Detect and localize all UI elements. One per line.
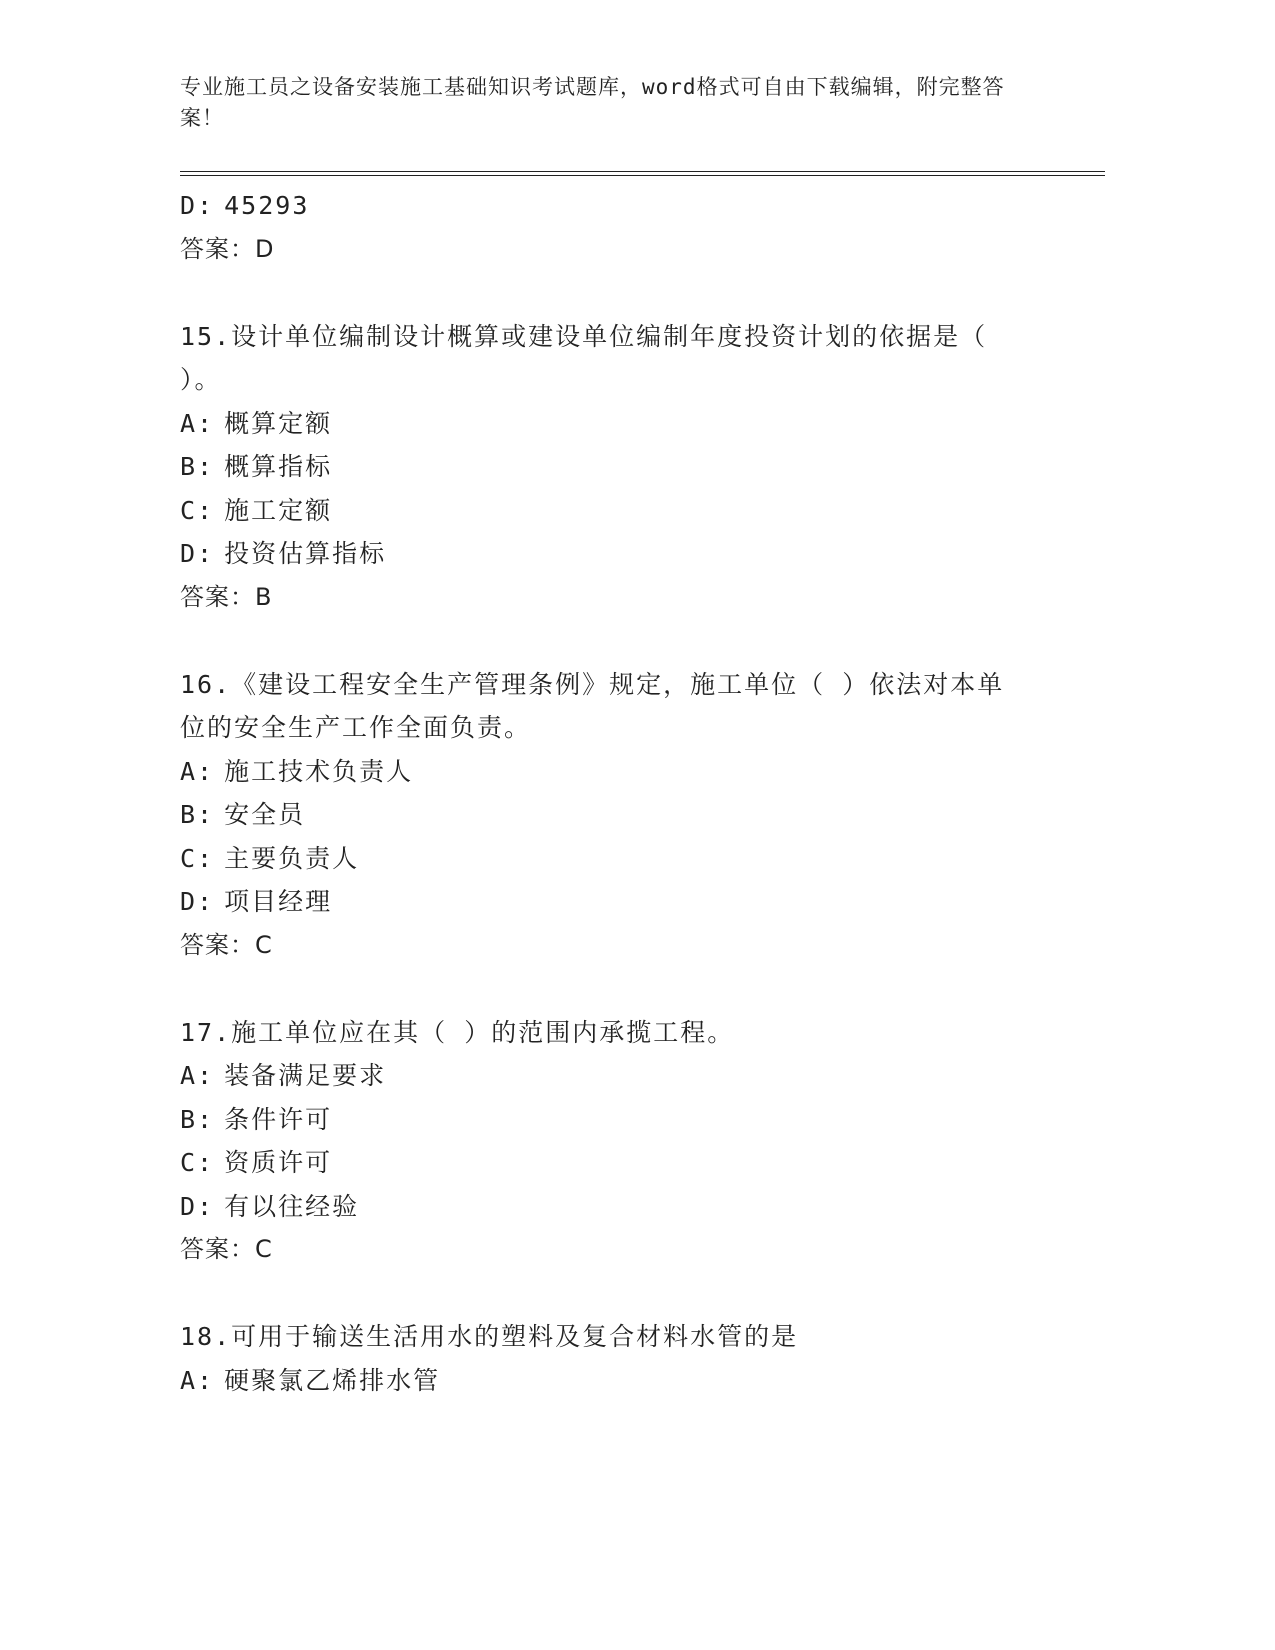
option-text: 施工技术负责人 — [224, 756, 414, 786]
option-letter: D: — [180, 539, 215, 568]
spacer — [180, 1272, 1040, 1316]
option-letter: C: — [180, 843, 215, 873]
option-letter: C: — [180, 1148, 215, 1177]
option-letter: D: — [180, 1191, 215, 1221]
option-letter: A: — [180, 1365, 215, 1395]
header-rule-bottom — [180, 175, 1105, 176]
option-a — [180, 402, 1040, 446]
option-letter: A: — [180, 1061, 215, 1090]
option-letter: B: — [180, 1104, 215, 1134]
option-text: 概算定额 — [224, 408, 333, 438]
option-text: 硬聚氯乙烯排水管 — [224, 1365, 441, 1395]
answer-line: 答案：D — [180, 234, 275, 263]
option-text: 投资估算指标 — [224, 539, 387, 568]
option-d — [180, 184, 1040, 228]
option-a — [180, 750, 1040, 794]
option-c — [180, 489, 1040, 533]
answer-line: 答案：C — [180, 930, 273, 959]
question-text: 17.施工单位应在其（ ）的范围内承揽工程。 — [180, 1017, 735, 1047]
option-letter: D: — [180, 191, 215, 220]
option-b — [180, 1098, 1040, 1142]
option-text: 有以往经验 — [224, 1191, 360, 1221]
option-text: 施工定额 — [224, 495, 333, 525]
header-rule-top — [180, 171, 1105, 172]
spacer — [180, 271, 1040, 315]
option-d — [180, 880, 1040, 924]
option-letter: A: — [180, 756, 215, 786]
question-text: 16.《建设工程安全生产管理条例》规定，施工单位（ ）依法对本单位的安全生产工作全面负责。 — [180, 669, 1005, 742]
question-text: 15.设计单位编制设计概算或建设单位编制年度投资计划的依据是（ ）。 — [180, 321, 988, 394]
option-c — [180, 1141, 1040, 1185]
option-text: 项目经理 — [224, 887, 333, 916]
option-letter: D: — [180, 887, 215, 916]
option-b — [180, 445, 1040, 489]
spacer — [180, 619, 1040, 663]
option-text: 装备满足要求 — [224, 1061, 387, 1090]
document-header: 专业施工员之设备安装施工基础知识考试题库，word格式可自由下载编辑，附完整答案！ — [180, 75, 1005, 130]
option-a — [180, 1359, 1040, 1403]
answer-line: 答案：C — [180, 1235, 273, 1263]
option-text: 概算指标 — [224, 452, 333, 481]
option-c — [180, 837, 1040, 881]
option-b — [180, 793, 1040, 837]
option-d — [180, 532, 1040, 576]
option-letter: B: — [180, 452, 215, 481]
option-d — [180, 1185, 1040, 1229]
option-text: 条件许可 — [224, 1104, 333, 1134]
option-letter: A: — [180, 408, 215, 438]
question-text: 18.可用于输送生活用水的塑料及复合材料水管的是 — [180, 1322, 799, 1351]
option-text: 安全员 — [224, 800, 306, 829]
question-list — [180, 184, 1040, 1402]
spacer — [180, 967, 1040, 1011]
answer-line: 答案：B — [180, 582, 273, 611]
option-text: 资质许可 — [224, 1148, 333, 1177]
option-a — [180, 1054, 1040, 1098]
option-text: 主要负责人 — [224, 843, 360, 873]
option-text: 45293 — [224, 191, 310, 220]
option-letter: C: — [180, 495, 215, 525]
option-letter: B: — [180, 800, 215, 829]
